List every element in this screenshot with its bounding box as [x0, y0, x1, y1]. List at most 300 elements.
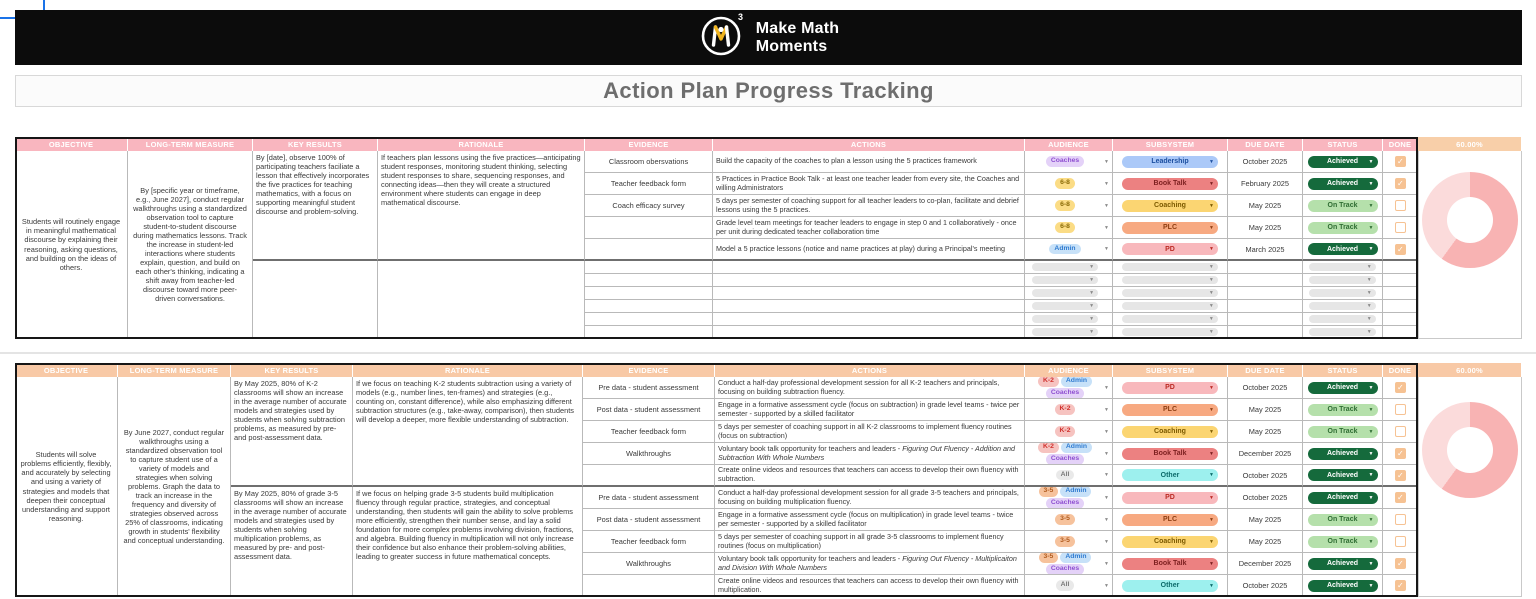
subsystem-select[interactable] [1122, 469, 1218, 481]
audience-pill: 6-8 [1055, 200, 1075, 211]
done-cell [1383, 195, 1418, 217]
action-cell-empty[interactable] [713, 274, 1025, 287]
chevron-down-icon: ▼ [1209, 516, 1214, 523]
audience-pill: Coaches [1046, 156, 1084, 167]
chevron-down-icon: ▼ [1368, 450, 1374, 457]
evidence-cell-empty[interactable] [585, 326, 713, 339]
action-cell: 5 days per semester of coaching support in all grade 3-5 classrooms to implement fluency routines (focus on multiplication) [715, 531, 1025, 553]
chevron-down-icon: ▼ [1209, 180, 1214, 187]
col-header-actions: ACTIONS [715, 363, 1025, 377]
subsystem-label: Other [1160, 582, 1180, 589]
status-select[interactable] [1308, 448, 1378, 460]
done-checkbox[interactable] [1395, 514, 1406, 525]
action-cell: Conduct a half-day professional development session for all grade 3-5 teachers and principals, focusing on building multiplication fluency. [715, 487, 1025, 509]
chevron-down-icon: ▼ [1104, 384, 1109, 391]
chevron-down-icon: ▼ [1104, 494, 1109, 501]
audience-pill: Coaches [1046, 498, 1084, 509]
evidence-cell: Teacher feedback form [585, 173, 713, 195]
status-cell [1303, 443, 1383, 465]
done-cell [1383, 151, 1418, 173]
chevron-down-icon: ▼ [1209, 538, 1214, 545]
subsystem-select-empty[interactable] [1113, 261, 1228, 274]
done-checkbox[interactable] [1395, 580, 1406, 591]
status-cell [1303, 195, 1383, 217]
status-cell [1303, 239, 1383, 261]
subsystem-select[interactable] [1122, 514, 1218, 526]
done-cell [1383, 239, 1418, 261]
chevron-down-icon: ▼ [1208, 277, 1214, 283]
due-date-cell: May 2025 [1228, 217, 1303, 239]
status-label: Achieved [1326, 450, 1359, 457]
done-checkbox[interactable] [1395, 492, 1406, 503]
col-header-due-date: DUE DATE [1228, 363, 1303, 377]
chevron-down-icon: ▼ [1368, 246, 1374, 252]
chevron-down-icon: ▼ [1209, 406, 1214, 413]
subsystem-label: Coaching [1154, 428, 1186, 435]
evidence-cell [585, 217, 713, 239]
status-select[interactable] [1308, 514, 1378, 526]
status-label: Achieved [1326, 560, 1359, 567]
status-label: On Track [1327, 224, 1358, 231]
audience-select[interactable] [1025, 487, 1113, 509]
chevron-down-icon: ▼ [1368, 384, 1374, 391]
col-header-long-term-measure: LONG-TERM MEASURE [128, 137, 253, 151]
chevron-down-icon: ▼ [1366, 329, 1372, 335]
evidence-cell-empty[interactable] [585, 274, 713, 287]
due-date-cell: October 2025 [1228, 487, 1303, 509]
done-cell [1383, 465, 1418, 487]
subsystem-select[interactable] [1122, 243, 1218, 255]
status-select[interactable] [1308, 156, 1378, 168]
done-checkbox[interactable] [1395, 448, 1406, 459]
rationale-cell-empty[interactable] [378, 261, 585, 339]
status-select-empty[interactable] [1303, 300, 1383, 313]
key-results-cell: By [date], observe 100% of participating teachers faciliate a lesson that effectively incorporates the five practices for teaching mathematics, with a focus on supporting meaningful student discourse and problem-solving. [253, 151, 378, 261]
chevron-down-icon: ▼ [1209, 158, 1214, 165]
chevron-down-icon: ▼ [1104, 450, 1109, 457]
status-cell [1303, 377, 1383, 399]
chevron-down-icon: ▼ [1209, 472, 1214, 478]
chevron-down-icon: ▼ [1104, 180, 1109, 187]
status-label: Achieved [1326, 245, 1359, 253]
status-label: Achieved [1326, 158, 1359, 165]
evidence-cell: Walkthroughs [583, 553, 715, 575]
chevron-down-icon: ▼ [1089, 316, 1095, 322]
logo-wordmark [756, 20, 840, 55]
chevron-down-icon: ▼ [1368, 428, 1374, 435]
col-header-audience: AUDIENCE [1025, 363, 1113, 377]
audience-select[interactable] [1025, 575, 1113, 597]
subsystem-label: Coaching [1154, 538, 1186, 545]
done-cell-empty[interactable] [1383, 313, 1418, 326]
evidence-cell-empty[interactable] [585, 261, 713, 274]
logo-line-2: Moments [755, 37, 828, 55]
chevron-down-icon: ▼ [1208, 316, 1214, 322]
due-date-cell: February 2025 [1228, 173, 1303, 195]
done-cell [1383, 173, 1418, 195]
done-checkbox[interactable] [1395, 178, 1406, 189]
audience-pill: All [1056, 580, 1075, 591]
done-checkbox[interactable] [1395, 222, 1406, 233]
done-cell [1383, 377, 1418, 399]
status-label: On Track [1327, 406, 1358, 413]
subsystem-select[interactable] [1122, 156, 1218, 168]
subsystem-label: PD [1165, 494, 1175, 501]
status-label: Achieved [1326, 384, 1359, 391]
evidence-cell [583, 465, 715, 487]
done-checkbox[interactable] [1395, 156, 1406, 167]
audience-pill: Admin [1049, 244, 1080, 255]
audience-pill: Coaches [1046, 454, 1084, 465]
subsystem-cell [1113, 487, 1228, 509]
audience-pill: 3-5 [1055, 514, 1075, 525]
done-checkbox[interactable] [1395, 244, 1406, 255]
status-select[interactable] [1308, 222, 1378, 234]
audience-select-empty[interactable] [1025, 326, 1113, 339]
status-cell [1303, 151, 1383, 173]
subsystem-cell [1113, 151, 1228, 173]
audience-select[interactable] [1025, 531, 1113, 553]
done-cell-empty[interactable] [1383, 300, 1418, 313]
rationale-cell: If teachers plan lessons using the five practices—anticipating student responses, monitoring student thinking, selecting student responses to share, sequencing responses, and connecting ideas—then they will create a structured environment where students can engage in deep mathematical discourse. [378, 151, 585, 261]
done-cell [1383, 399, 1418, 421]
subsystem-cell [1113, 575, 1228, 597]
audience-select[interactable] [1025, 151, 1113, 173]
audience-select-empty[interactable] [1025, 313, 1113, 326]
done-cell [1383, 487, 1418, 509]
done-cell [1383, 509, 1418, 531]
audience-select-empty[interactable] [1025, 261, 1113, 274]
status-label: Achieved [1326, 494, 1359, 501]
chevron-down-icon: ▼ [1366, 290, 1372, 296]
done-checkbox[interactable] [1395, 404, 1406, 415]
audience-pill: 3-5 [1055, 536, 1075, 547]
status-select[interactable] [1308, 469, 1378, 481]
status-label: On Track [1327, 428, 1358, 435]
chevron-down-icon: ▼ [1366, 316, 1372, 322]
action-cell: Voluntary book talk opportunity for teachers and leaders - Figuring Out Fluency - Addition and Subtraction With Whole Numbers [715, 443, 1025, 465]
status-cell [1303, 509, 1383, 531]
col-header-done: DONE [1383, 137, 1418, 151]
status-label: Achieved [1326, 180, 1359, 187]
due-date-cell-empty[interactable] [1228, 274, 1303, 287]
action-cell: Create online videos and resources that teachers can access to develop their own fluency with multiplication. [715, 575, 1025, 597]
due-date-cell: May 2025 [1228, 421, 1303, 443]
audience-select-empty[interactable] [1025, 287, 1113, 300]
subsystem-select[interactable] [1122, 580, 1218, 592]
rationale-cell: If we focus on teaching K-2 students subtraction using a variety of models (e.g., number lines, ten-frames) and strategies (e.g., counting on, constant difference), while also emphasizing different subtraction structures (e.g., take-away, comparison), then students will develop a deeper, more flexible understanding of subtraction. [353, 377, 583, 487]
col-header-audience: AUDIENCE [1025, 137, 1113, 151]
subsystem-select-empty[interactable] [1113, 300, 1228, 313]
col-header-status: STATUS [1303, 137, 1383, 151]
chevron-down-icon: ▼ [1209, 224, 1214, 231]
due-date-cell-empty[interactable] [1228, 326, 1303, 339]
audience-pill: Coaches [1046, 388, 1084, 399]
progress-chart-cell [1418, 151, 1522, 339]
subsystem-label: Book Talk [1153, 180, 1187, 187]
chevron-down-icon: ▼ [1366, 277, 1372, 283]
evidence-cell-empty[interactable] [585, 287, 713, 300]
audience-pill: Admin [1060, 553, 1091, 563]
audience-select[interactable] [1025, 377, 1113, 399]
evidence-cell: Teacher feedback form [583, 531, 715, 553]
audience-pill: 3-5 [1039, 487, 1059, 497]
due-date-cell-empty[interactable] [1228, 287, 1303, 300]
chevron-down-icon: ▼ [1104, 516, 1109, 523]
key-results-cell: By May 2025, 80% of grade 3-5 classrooms will show an increase in the average number of accurate models and strategies used by students when solving multiplication problems, as measured by pre- and post-assessment data. [231, 487, 353, 597]
status-label: On Track [1327, 516, 1358, 523]
chevron-down-icon: ▼ [1368, 538, 1374, 545]
key-results-cell-empty[interactable] [253, 261, 378, 339]
audience-pill: 3-5 [1039, 553, 1059, 563]
audience-pill: K-2 [1055, 404, 1076, 415]
action-cell-empty[interactable] [713, 326, 1025, 339]
chevron-down-icon: ▼ [1089, 303, 1095, 309]
col-header-evidence: EVIDENCE [585, 137, 713, 151]
chevron-down-icon: ▼ [1089, 277, 1095, 283]
chevron-down-icon: ▼ [1104, 406, 1109, 413]
donut-hole [1447, 197, 1493, 243]
status-select[interactable] [1308, 178, 1378, 190]
chevron-down-icon: ▼ [1209, 246, 1214, 252]
col-header-done: DONE [1383, 363, 1418, 377]
audience-select-empty[interactable] [1025, 300, 1113, 313]
subsystem-select[interactable] [1122, 558, 1218, 570]
audience-select-empty[interactable] [1025, 274, 1113, 287]
subsystem-cell [1113, 553, 1228, 575]
status-select[interactable] [1308, 243, 1378, 255]
chevron-down-icon: ▼ [1368, 472, 1374, 478]
audience-select[interactable] [1025, 399, 1113, 421]
done-checkbox[interactable] [1395, 382, 1406, 393]
col-header-actions: ACTIONS [713, 137, 1025, 151]
col-header-subsystem: SUBSYSTEM [1113, 137, 1228, 151]
audience-select[interactable] [1025, 553, 1113, 575]
chevron-down-icon: ▼ [1368, 406, 1374, 413]
page-title: Action Plan Progress Tracking [603, 78, 934, 103]
chevron-down-icon: ▼ [1089, 264, 1095, 270]
audience-select[interactable] [1025, 509, 1113, 531]
action-cell: 5 days per semester of coaching support in all K-2 classrooms to implement fluency routines (focus on subtraction) [715, 421, 1025, 443]
subsystem-select-empty[interactable] [1113, 326, 1228, 339]
status-select-empty[interactable] [1303, 287, 1383, 300]
progress-donut [1422, 402, 1518, 498]
audience-pill: All [1056, 470, 1075, 481]
status-cell [1303, 575, 1383, 597]
subsystem-cell [1113, 421, 1228, 443]
subsystem-label: Book Talk [1153, 560, 1187, 567]
chevron-down-icon: ▼ [1208, 303, 1214, 309]
done-checkbox[interactable] [1395, 470, 1406, 481]
chevron-down-icon: ▼ [1209, 582, 1214, 589]
done-checkbox[interactable] [1395, 426, 1406, 437]
evidence-cell-empty[interactable] [585, 300, 713, 313]
evidence-cell: Pre data - student assessment [583, 487, 715, 509]
status-select[interactable] [1308, 580, 1378, 592]
subsystem-cell [1113, 531, 1228, 553]
subsystem-cell [1113, 217, 1228, 239]
done-cell-empty[interactable] [1383, 326, 1418, 339]
status-select[interactable] [1308, 558, 1378, 570]
chevron-down-icon: ▼ [1104, 538, 1109, 545]
subsystem-label: Book Talk [1153, 450, 1187, 457]
done-checkbox[interactable] [1395, 200, 1406, 211]
audience-select[interactable] [1025, 217, 1113, 239]
chevron-down-icon: ▼ [1104, 428, 1109, 435]
audience-select[interactable] [1025, 239, 1113, 261]
col-header-evidence: EVIDENCE [583, 363, 715, 377]
due-date-cell: May 2025 [1228, 509, 1303, 531]
action-cell-empty[interactable] [713, 261, 1025, 274]
done-cell-empty[interactable] [1383, 287, 1418, 300]
status-select[interactable] [1308, 404, 1378, 416]
progress-percent-header: 60.00% [1418, 137, 1522, 151]
audience-pill: 6-8 [1055, 178, 1075, 189]
done-cell [1383, 421, 1418, 443]
status-cell [1303, 553, 1383, 575]
action-cell: 5 days per semester of coaching support for all teacher leaders to co-plan, facilitate and debrief lessons using the 5 practices. [713, 195, 1025, 217]
due-date-cell: May 2025 [1228, 399, 1303, 421]
done-cell-empty[interactable] [1383, 274, 1418, 287]
subsystem-select[interactable] [1122, 178, 1218, 190]
subsystem-select[interactable] [1122, 200, 1218, 212]
status-select[interactable] [1308, 382, 1378, 394]
objective-cell: Students will routinely engage in meaningful mathematical discourse by explaining their reasoning, asking questions, and building on the ideas of others. [15, 151, 128, 339]
due-date-cell: March 2025 [1228, 239, 1303, 261]
evidence-cell: Coach efficacy survey [585, 195, 713, 217]
audience-pill: Admin [1061, 443, 1092, 453]
due-date-cell-empty[interactable] [1228, 313, 1303, 326]
subsystem-select[interactable] [1122, 448, 1218, 460]
status-select[interactable] [1308, 200, 1378, 212]
make-math-moments-logo-icon [698, 11, 746, 64]
action-cell: Create online videos and resources that teachers can access to develop their own fluency with subtraction. [715, 465, 1025, 487]
action-cell: Grade level team meetings for teacher leaders to engage in step 0 and 1 collaboratively - once per unit during dedicated teacher collaboration time [713, 217, 1025, 239]
audience-select[interactable] [1025, 421, 1113, 443]
status-label: Achieved [1326, 582, 1359, 589]
evidence-cell-empty[interactable] [585, 313, 713, 326]
chevron-down-icon: ▼ [1368, 560, 1374, 567]
subsystem-select[interactable] [1122, 536, 1218, 548]
chevron-down-icon: ▼ [1368, 202, 1374, 209]
done-checkbox[interactable] [1395, 536, 1406, 547]
subsystem-label: PLC [1163, 406, 1177, 413]
col-header-due-date: DUE DATE [1228, 137, 1303, 151]
key-results-cell: By May 2025, 80% of K-2 classrooms will show an increase in the average number of accurate models and strategies used by students when solving subtraction problems, as measured by pre- and post-assessment data. [231, 377, 353, 487]
status-select[interactable] [1308, 536, 1378, 548]
status-select[interactable] [1308, 492, 1378, 504]
done-checkbox[interactable] [1395, 558, 1406, 569]
subsystem-cell [1113, 377, 1228, 399]
col-header-key-results: KEY RESULTS [253, 137, 378, 151]
done-cell [1383, 575, 1418, 597]
status-select-empty[interactable] [1303, 326, 1383, 339]
action-cell: Conduct a half-day professional development session for all K-2 teachers and principals, focusing on building subtraction fluency. [715, 377, 1025, 399]
col-header-long-term-measure: LONG-TERM MEASURE [118, 363, 231, 377]
subsystem-select[interactable] [1122, 492, 1218, 504]
subsystem-label: Leadership [1151, 158, 1189, 165]
subsystem-select-empty[interactable] [1113, 313, 1228, 326]
col-header-objective: OBJECTIVE [15, 363, 118, 377]
action-cell-empty[interactable] [713, 313, 1025, 326]
subsystem-select-empty[interactable] [1113, 287, 1228, 300]
subsystem-select[interactable] [1122, 426, 1218, 438]
audience-select[interactable] [1025, 465, 1113, 487]
due-date-cell: December 2025 [1228, 553, 1303, 575]
subsystem-cell [1113, 509, 1228, 531]
due-date-cell-empty[interactable] [1228, 300, 1303, 313]
col-header-subsystem: SUBSYSTEM [1113, 363, 1228, 377]
sheet-gridline [0, 352, 1536, 354]
chevron-down-icon: ▼ [1089, 329, 1095, 335]
chevron-down-icon: ▼ [1368, 582, 1374, 589]
progress-chart-cell [1418, 377, 1522, 597]
done-cell [1383, 443, 1418, 465]
status-select[interactable] [1308, 426, 1378, 438]
audience-pill: K-2 [1055, 426, 1076, 437]
subsystem-select[interactable] [1122, 382, 1218, 394]
subsystem-select[interactable] [1122, 404, 1218, 416]
subsystem-label: Other [1160, 471, 1180, 479]
due-date-cell: May 2025 [1228, 195, 1303, 217]
chevron-down-icon: ▼ [1104, 246, 1109, 252]
audience-select[interactable] [1025, 173, 1113, 195]
chevron-down-icon: ▼ [1104, 560, 1109, 567]
due-date-cell: October 2025 [1228, 151, 1303, 173]
col-header-objective: OBJECTIVE [15, 137, 128, 151]
status-label: Achieved [1326, 471, 1359, 479]
status-cell [1303, 465, 1383, 487]
status-cell [1303, 399, 1383, 421]
due-date-cell: May 2025 [1228, 531, 1303, 553]
chevron-down-icon: ▼ [1104, 582, 1109, 589]
status-cell [1303, 487, 1383, 509]
evidence-cell: Walkthroughs [583, 443, 715, 465]
chevron-down-icon: ▼ [1368, 158, 1374, 165]
subsystem-cell [1113, 195, 1228, 217]
status-cell [1303, 173, 1383, 195]
done-cell [1383, 553, 1418, 575]
chevron-down-icon: ▼ [1089, 290, 1095, 296]
evidence-cell [583, 575, 715, 597]
done-cell-empty[interactable] [1383, 261, 1418, 274]
subsystem-cell [1113, 239, 1228, 261]
subsystem-cell [1113, 399, 1228, 421]
col-header-status: STATUS [1303, 363, 1383, 377]
status-select-empty[interactable] [1303, 274, 1383, 287]
audience-select[interactable] [1025, 443, 1113, 465]
action-cell-empty[interactable] [713, 300, 1025, 313]
subsystem-select[interactable] [1122, 222, 1218, 234]
status-select-empty[interactable] [1303, 261, 1383, 274]
status-select-empty[interactable] [1303, 313, 1383, 326]
due-date-cell: October 2025 [1228, 575, 1303, 597]
action-plan-table-1 [15, 137, 1522, 339]
audience-pill: K-2 [1038, 377, 1059, 387]
rationale-cell: If we focus on helping grade 3-5 students build multiplication fluency through regular practice, strategies, and conceptual understanding, then students will gain the ability to solve problems more efficiently, strengthen their number sense, and lay a solid foundation for more complex problems involving division, fractions, and algebra. Building fluency in multiplication will not only increase their confidence but also enhance their problem-solving abilities, leading to greater success in future mathematical concepts. [353, 487, 583, 597]
audience-select[interactable] [1025, 195, 1113, 217]
donut-hole [1447, 427, 1493, 473]
chevron-down-icon: ▼ [1209, 494, 1214, 501]
page-title-box [15, 75, 1522, 107]
status-cell [1303, 531, 1383, 553]
action-cell-empty[interactable] [713, 287, 1025, 300]
subsystem-label: PD [1165, 245, 1175, 253]
subsystem-select-empty[interactable] [1113, 274, 1228, 287]
due-date-cell-empty[interactable] [1228, 261, 1303, 274]
logo-line-1: Make Math [755, 20, 840, 38]
due-date-cell: December 2025 [1228, 443, 1303, 465]
